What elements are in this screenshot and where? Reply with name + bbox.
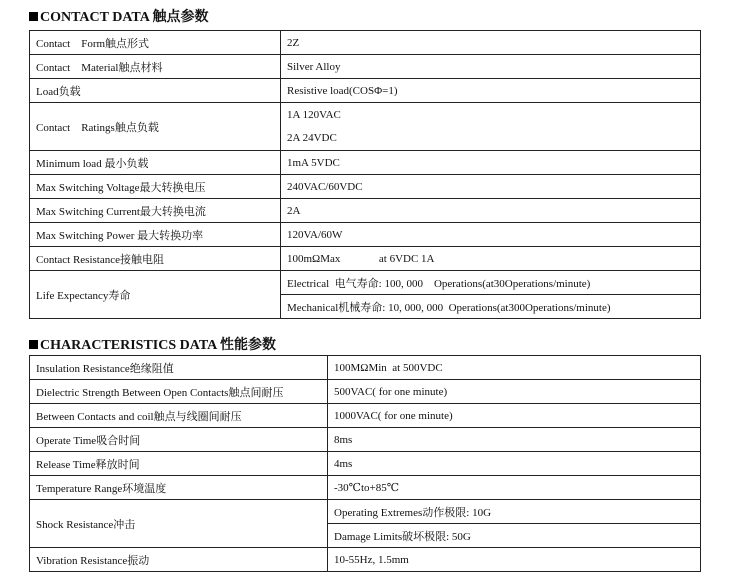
table-row bbox=[30, 31, 701, 55]
characteristics-title-text: CHARACTERISTICS DATA 性能参数 bbox=[40, 338, 276, 353]
row-value: 2A 24VDC bbox=[281, 127, 701, 151]
row-value: Silver Alloy bbox=[281, 55, 701, 79]
table-row bbox=[30, 356, 701, 380]
row-label: Max Switching Current最大转换电流 bbox=[30, 199, 281, 223]
table-row bbox=[30, 452, 701, 476]
row-label: Insulation Resistance绝缘阻值 bbox=[30, 356, 328, 380]
table-row bbox=[30, 199, 701, 223]
table-row bbox=[30, 380, 701, 404]
row-value: 120VA/60W bbox=[281, 223, 701, 247]
row-value: Damage Limits破坏极限: 50G bbox=[328, 524, 701, 548]
row-value: 100MΩMin at 500VDC bbox=[328, 356, 701, 380]
row-value: 1000VAC( for one minute) bbox=[328, 404, 701, 428]
row-value: 1mA 5VDC bbox=[281, 151, 701, 175]
row-label: Between Contacts and coil触点与线圈间耐压 bbox=[30, 404, 328, 428]
row-value: 1A 120VAC bbox=[281, 103, 701, 127]
row-value: 4ms bbox=[328, 452, 701, 476]
table-row bbox=[30, 271, 701, 295]
row-value: Mechanical机械寿命: 10, 000, 000 Operations(at300Operations/minute) bbox=[281, 295, 701, 319]
row-label: Release Time释放时间 bbox=[30, 452, 328, 476]
table-row bbox=[30, 175, 701, 199]
row-value: 240VAC/60VDC bbox=[281, 175, 701, 199]
row-value: Resistive load(COSΦ=1) bbox=[281, 79, 701, 103]
contact-title-text: CONTACT DATA 触点参数 bbox=[40, 10, 209, 25]
row-label: Max Switching Power 最大转换功率 bbox=[30, 223, 281, 247]
row-label: Contact Ratings触点负载 bbox=[30, 103, 281, 151]
row-label: Dielectric Strength Between Open Contacts触点间耐压 bbox=[30, 380, 328, 404]
table-row bbox=[30, 55, 701, 79]
row-value: 10-55Hz, 1.5mm bbox=[328, 548, 701, 572]
row-value: 100mΩMax at 6VDC 1A bbox=[281, 247, 701, 271]
table-row bbox=[30, 500, 701, 524]
row-value: Electrical 电气寿命: 100, 000 Operations(at30Operations/minute) bbox=[281, 271, 701, 295]
row-label: Temperature Range环境温度 bbox=[30, 476, 328, 500]
table-row bbox=[30, 103, 701, 127]
table-row bbox=[30, 428, 701, 452]
table-row bbox=[30, 223, 701, 247]
row-label: Operate Time吸合时间 bbox=[30, 428, 328, 452]
characteristics-section-title bbox=[29, 338, 276, 354]
row-value: 8ms bbox=[328, 428, 701, 452]
row-label: Contact Form触点形式 bbox=[30, 31, 281, 55]
row-label: Contact Resistance接触电阻 bbox=[30, 247, 281, 271]
table-row bbox=[30, 79, 701, 103]
square-bullet-icon bbox=[29, 12, 38, 21]
row-label: Life Expectancy寿命 bbox=[30, 271, 281, 319]
row-value: 2Z bbox=[281, 31, 701, 55]
table-row bbox=[30, 151, 701, 175]
row-label: Shock Resistance冲击 bbox=[30, 500, 328, 548]
table-row bbox=[30, 247, 701, 271]
table-row bbox=[30, 476, 701, 500]
row-label: Vibration Resistance振动 bbox=[30, 548, 328, 572]
table-row bbox=[30, 404, 701, 428]
square-bullet-icon bbox=[29, 340, 38, 349]
row-value: -30℃to+85℃ bbox=[328, 476, 701, 500]
contact-data-table bbox=[29, 30, 701, 319]
row-value: Operating Extremes动作极限: 10G bbox=[328, 500, 701, 524]
row-value: 2A bbox=[281, 199, 701, 223]
row-label: Contact Material触点材料 bbox=[30, 55, 281, 79]
row-label: Load负载 bbox=[30, 79, 281, 103]
row-value: 500VAC( for one minute) bbox=[328, 380, 701, 404]
table-row bbox=[30, 548, 701, 572]
contact-section-title bbox=[29, 10, 209, 26]
row-label: Minimum load 最小负载 bbox=[30, 151, 281, 175]
row-label: Max Switching Voltage最大转换电压 bbox=[30, 175, 281, 199]
characteristics-data-table bbox=[29, 355, 701, 572]
